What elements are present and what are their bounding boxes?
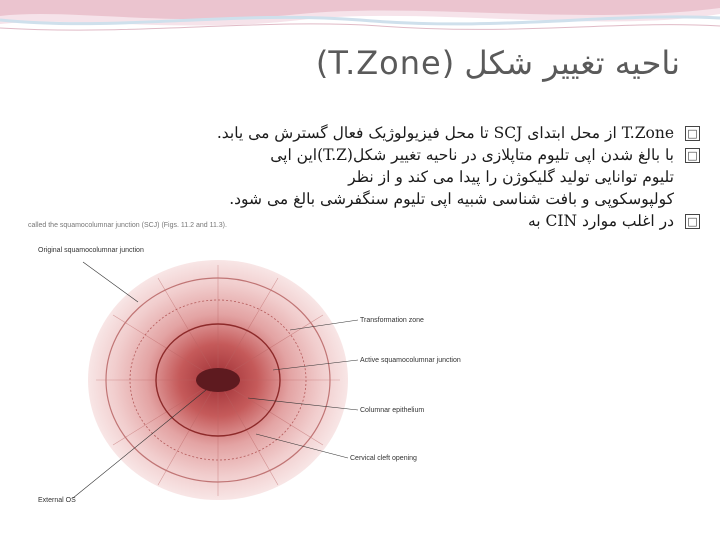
bullet-text: تلیوم توانایی تولید گلیکوژن را پیدا می کند و از نظر [348,168,674,186]
checkbox-bullet-icon: □ [685,148,700,163]
bullet-text: در اغلب موارد CIN به [527,212,674,230]
checkbox-bullet-icon: □ [685,126,700,141]
bullet-list [22,122,700,232]
bullet-item [22,144,700,210]
bullet-item [22,122,700,144]
cervix-diagram [28,220,461,505]
bullet-text: کولپوسکوپی و بافت شناسی شبیه اپی تلیوم سنگفرشی بالغ می شود. [229,190,674,208]
checkbox-bullet-icon: □ [685,214,700,229]
label-cervical-cleft: Cervical cleft opening [350,455,417,462]
figure-caption: called the squamocolumnar junction (SCJ) (Figs. 11.2 and 11.3). [28,222,227,229]
header-decoration [0,0,720,40]
bullet-text: با بالغ شدن اپی تلیوم متاپلازی در ناحیه تغییر شکل(T.Z)این اپی [270,146,674,164]
label-transformation-zone: Transformation zone [360,317,424,324]
label-external-os: External OS [38,497,76,504]
bullet-text: T.Zone از محل ابتدای SCJ تا محل فیزیولوژیک فعال گسترش می یابد. [216,124,674,142]
label-columnar-epithelium: Columnar epithelium [360,407,425,414]
label-original-scj: Original squamocolumnar junction [38,247,144,254]
slide-title: ناحیه تغییر شکل (T.Zone) [315,44,680,82]
label-active-scj: Active squamocolumnar junction [360,357,461,364]
external-os [196,368,240,392]
